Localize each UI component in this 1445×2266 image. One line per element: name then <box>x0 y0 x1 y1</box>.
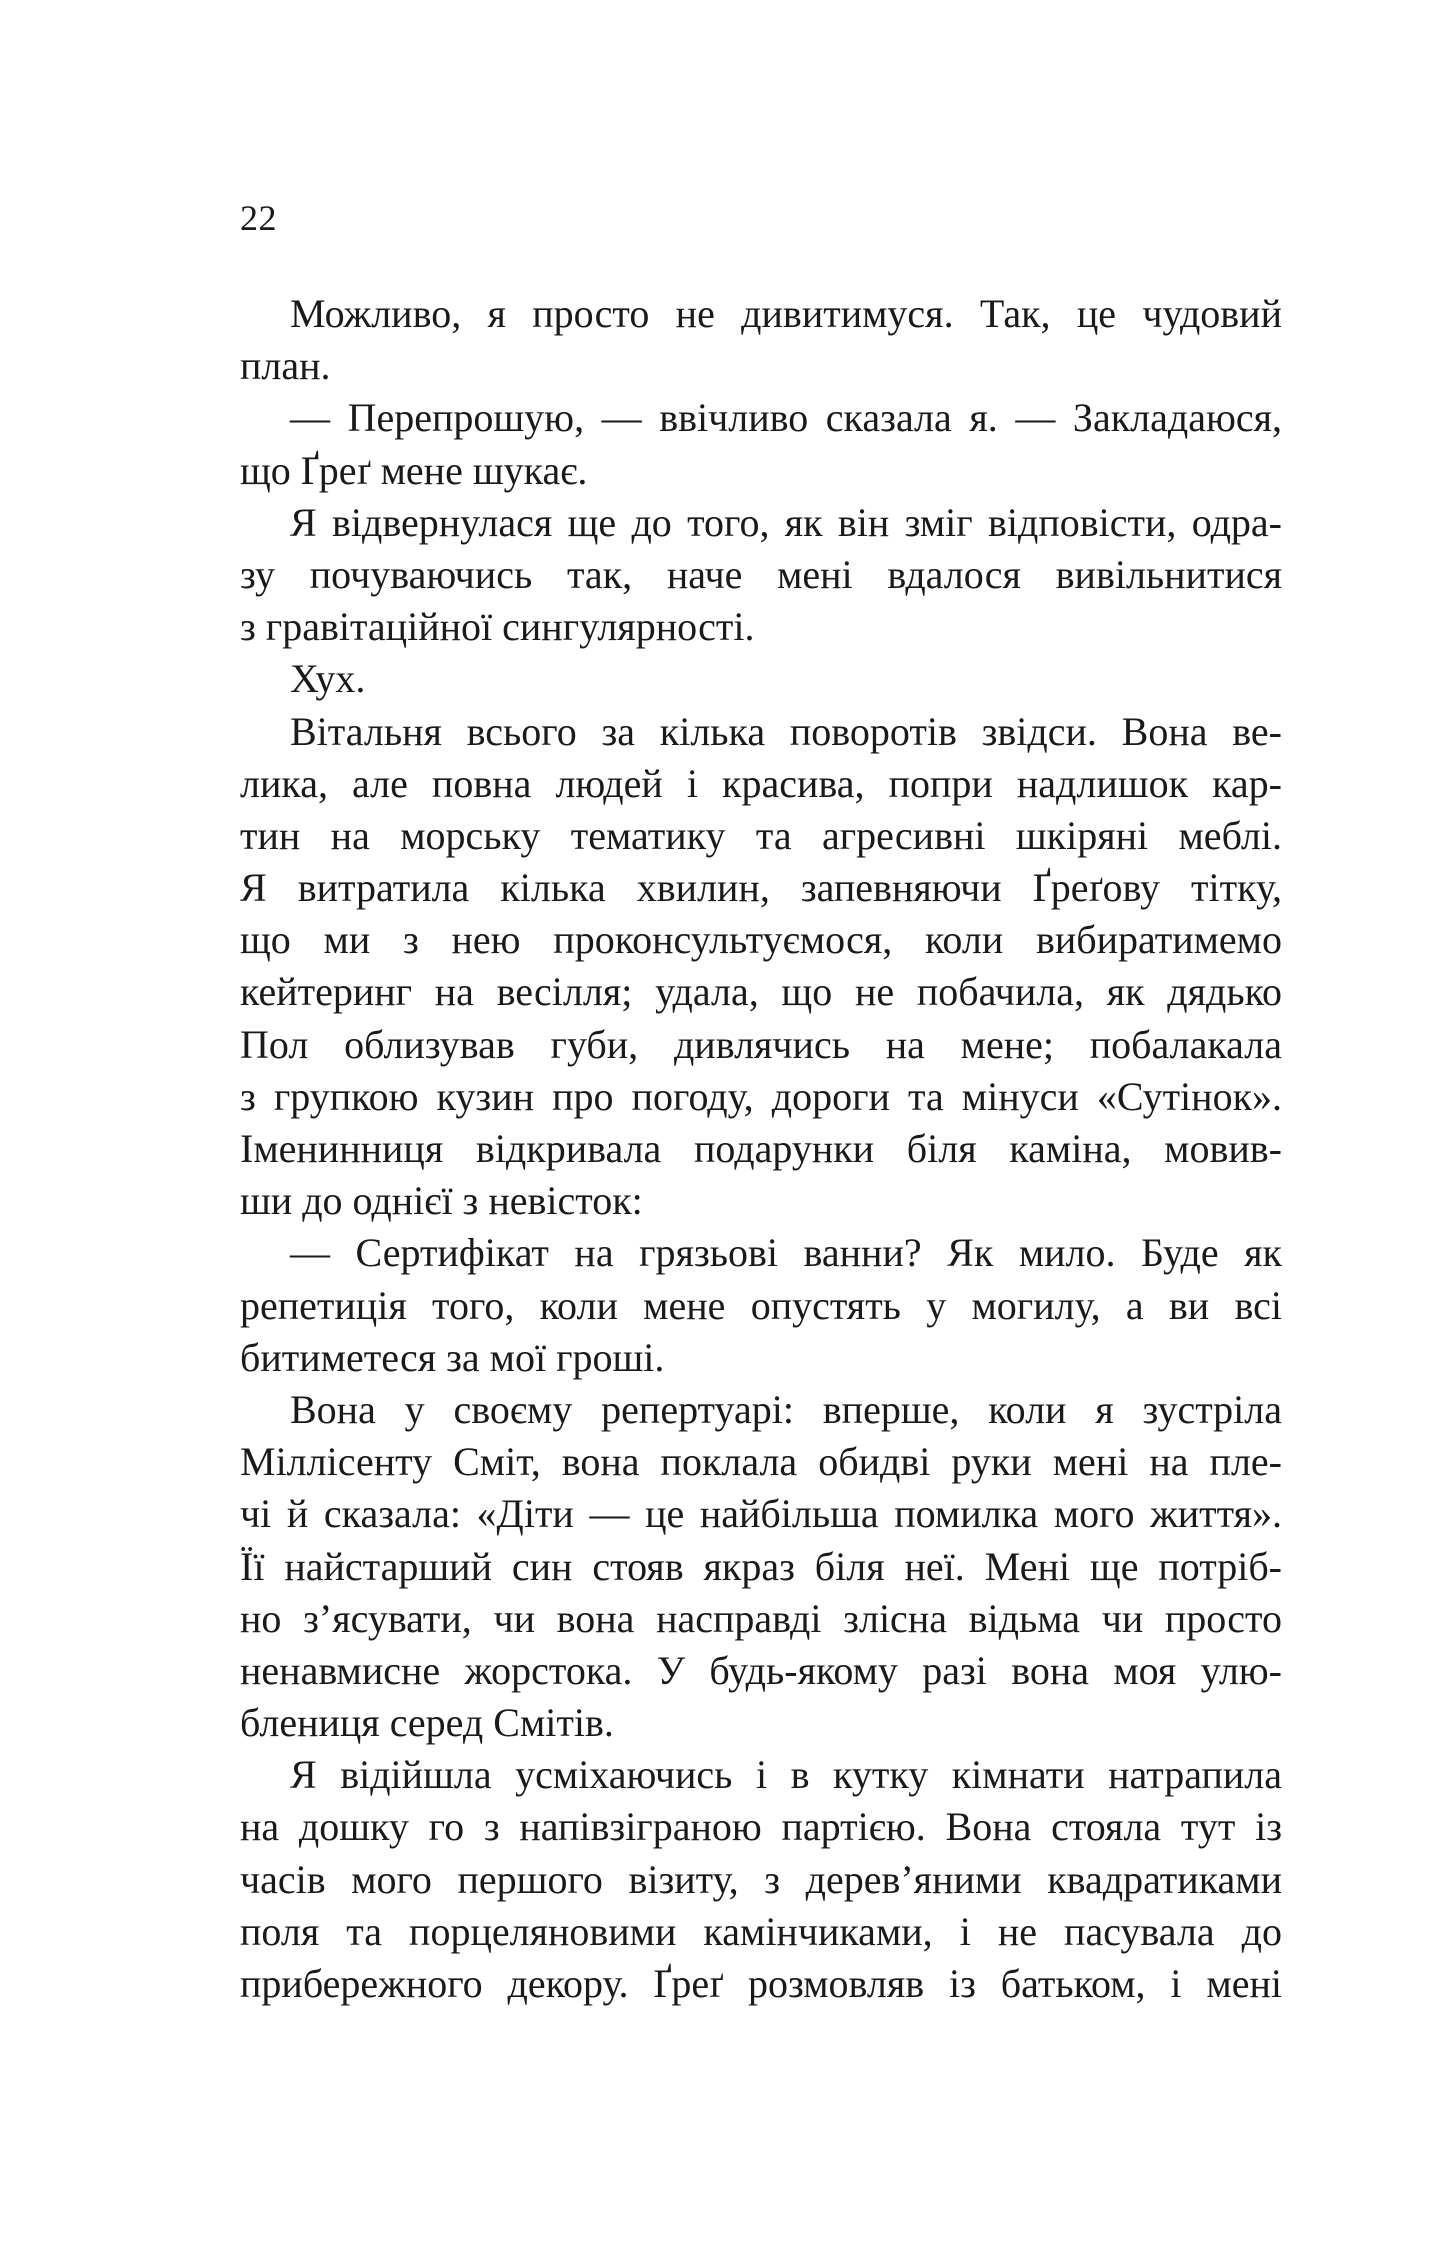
text-line: зу почуваючись так, наче мені вдалося вивільнитися <box>240 551 1282 597</box>
text-line: — Сертифікат на грязьові ванни? Як мило. Буде як <box>290 1230 1282 1276</box>
text-line: Вітальня всього за кілька поворотів звідси. Вона ве- <box>290 708 1282 754</box>
text-line: Я витратила кілька хвилин, запевняючи Ґреґову тітку, <box>240 865 1282 911</box>
text-line: кейтеринг на весілля; удала, що не побачила, як дядько <box>240 969 1282 1015</box>
text-line: ши до однієї з невісток: <box>240 1178 643 1224</box>
text-line: Я відвернулася ще до того, як він зміг відповісти, одра- <box>290 499 1282 545</box>
text-line: тин на морську тематику та агресивні шкіряні меблі. <box>240 812 1282 858</box>
text-line: часів мого першого візиту, з дерев’яними квадратиками <box>240 1856 1282 1902</box>
text-line: Я відійшла усміхаючись і в кутку кімнати натрапила <box>290 1752 1282 1798</box>
text-line: Міллісенту Сміт, вона поклала обидві руки мені на пле- <box>240 1439 1282 1485</box>
body-text <box>240 288 1282 2010</box>
text-line: Її найстарший син стояв якраз біля неї. Мені ще потріб- <box>240 1543 1282 1589</box>
text-line: Пол облизував губи, дивлячись на мене; побалакала <box>240 1021 1282 1067</box>
text-line: чі й сказала: «Діти — це найбільша помилка мого життя». <box>240 1491 1282 1537</box>
text-line: поля та порцеляновими камінчиками, і не пасувала до <box>240 1908 1282 1954</box>
text-line: що ми з нею проконсультуємося, коли вибиратимемо <box>240 917 1282 963</box>
text-line: ненавмисне жорстока. У будь-якому разі вона моя улю- <box>240 1647 1282 1693</box>
text-line: но з’ясувати, чи вона насправді злісна відьма чи просто <box>240 1595 1282 1641</box>
text-line: блениця серед Смітів. <box>240 1700 614 1746</box>
text-line: Іменинниця відкривала подарунки біля каміна, мовив- <box>240 1126 1282 1171</box>
text-line: на дошку го з напівзіграною партією. Вона стояла тут із <box>240 1804 1282 1850</box>
text-line: лика, але повна людей і красива, попри надлишок кар- <box>240 760 1282 806</box>
text-line: репетиція того, коли мене опустять у могилу, а ви всі <box>240 1282 1282 1328</box>
text-line: з групкою кузин про погоду, дороги та мінуси «Сутінок». <box>240 1073 1282 1119</box>
text-line: — Перепрошую, — ввічливо сказала я. — Закладаюся, <box>290 395 1282 441</box>
text-line: Вона у своєму репертуарі: вперше, коли я зустріла <box>290 1386 1282 1432</box>
text-line: битиметеся за мої гроші. <box>240 1334 665 1380</box>
page-number: 22 <box>240 198 277 238</box>
text-line: Можливо, я просто не дивитимуся. Так, це чудовий <box>290 291 1282 336</box>
text-line: що Ґреґ мене шукає. <box>240 447 588 493</box>
text-line: прибережного декору. Ґреґ розмовляв із батьком, і мені <box>240 1961 1282 2006</box>
text-line: Хух. <box>290 656 366 702</box>
text-line: план. <box>240 343 331 389</box>
text-line: з гравітаційної сингулярності. <box>240 604 755 650</box>
